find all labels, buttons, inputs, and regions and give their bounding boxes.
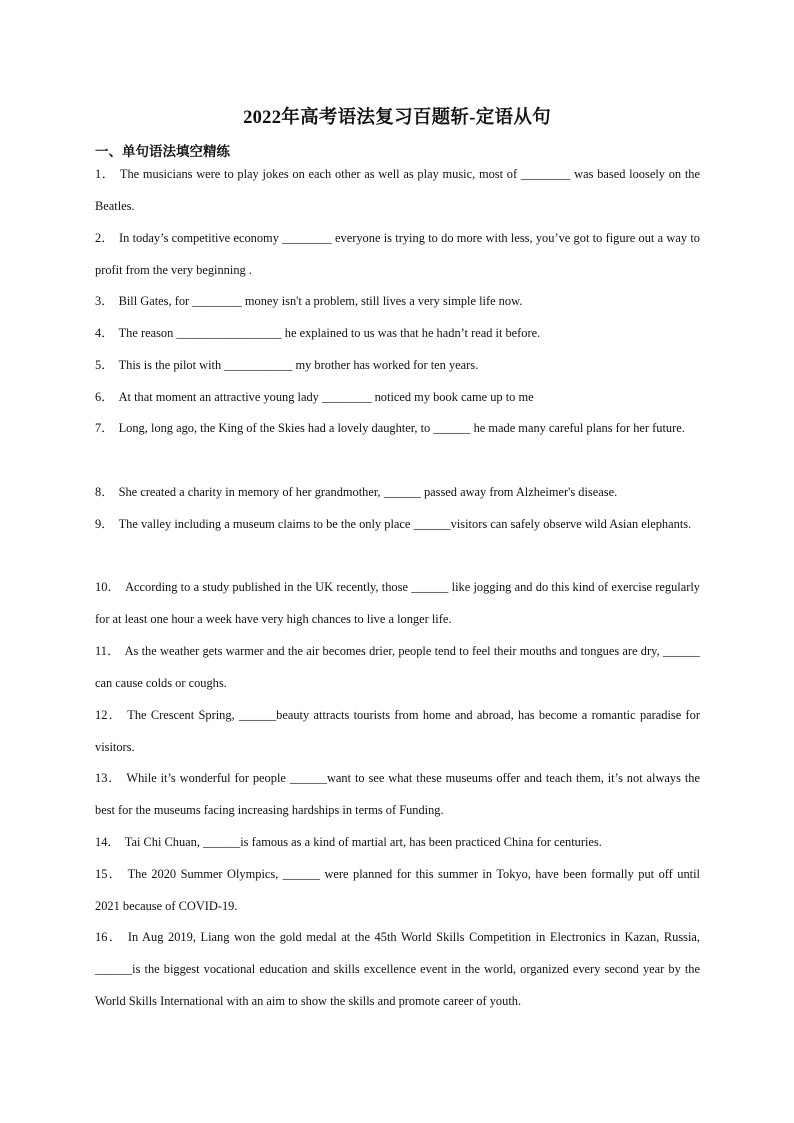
question-number: 8． <box>95 485 114 499</box>
question-text: The 2020 Summer Olympics, ______ were planned for this summer in Tokyo, have been formally put off until 2021 because of COVID-19. <box>95 867 701 913</box>
question-text: The musicians were to play jokes on each other as well as play music, most of ________ was based loosely on the Beatles. <box>95 167 700 213</box>
question-number: 6． <box>95 390 114 404</box>
question-item <box>95 317 700 349</box>
question-number: 14． <box>95 835 120 849</box>
question-item <box>95 508 700 540</box>
question-item <box>95 285 700 317</box>
section-heading: 一、单句语法填空精练 <box>95 144 230 159</box>
question-number: 7． <box>95 421 114 435</box>
question-text: According to a study published in the UK recently, those ______ like jogging and do this kind of exercise regularly for at least one hour a week have very high chances to live a longer life. <box>95 580 701 626</box>
page-title: 2022年高考语法复习百题斩-定语从句 <box>243 108 551 128</box>
question-item <box>95 762 700 826</box>
question-number: 3． <box>95 294 114 308</box>
question-item <box>95 858 700 922</box>
question-number: 13． <box>95 771 122 785</box>
question-item <box>95 158 700 222</box>
question-text: This is the pilot with ___________ my brother has worked for ten years. <box>118 358 479 372</box>
question-text: She created a charity in memory of her grandmother, ______ passed away from Alzheimer's disease. <box>118 485 618 499</box>
question-number: 11． <box>95 644 120 658</box>
question-text: Tai Chi Chuan, ______is famous as a kind of martial art, has been practiced China for centuries. <box>124 835 602 849</box>
question-number: 4． <box>95 326 114 340</box>
question-number: 12． <box>95 708 123 722</box>
question-item <box>95 381 700 413</box>
question-item <box>95 699 700 763</box>
question-number: 15． <box>95 867 123 881</box>
question-text: In today’s competitive economy ________ everyone is trying to do more with less, you’ve got to figure out a way to profit from the very beginning . <box>95 231 700 277</box>
question-item <box>95 349 700 381</box>
question-text: In Aug 2019, Liang won the gold medal at the 45th World Skills Competition in Electronics in Kazan, Russia, ______is the biggest vocational education and skills excellence event in the world, organized every second year by the World Skills International with an aim to show the skills and promote career of youth. <box>95 930 700 1008</box>
question-item <box>95 412 700 444</box>
question-text: The reason _________________ he explained to us was that he hadn’t read it before. <box>118 326 541 340</box>
question-text: The valley including a museum claims to be the only place ______visitors can safely observe wild Asian elephants. <box>118 517 692 531</box>
question-item <box>95 222 700 286</box>
question-number: 9． <box>95 517 114 531</box>
question-number: 16． <box>95 930 123 944</box>
question-number: 2． <box>95 231 114 245</box>
question-text: The Crescent Spring, ______beauty attracts tourists from home and abroad, has become a romantic paradise for visitors. <box>95 708 701 754</box>
question-item <box>95 826 700 858</box>
question-item <box>95 635 700 699</box>
question-item <box>95 476 700 508</box>
question-number: 5． <box>95 358 114 372</box>
question-text: At that moment an attractive young lady ________ noticed my book came up to me <box>118 390 534 404</box>
question-item <box>95 921 700 1017</box>
question-item <box>95 571 700 635</box>
question-number: 1． <box>95 167 115 181</box>
question-text: While it’s wonderful for people ______want to see what these museums offer and teach them, it’s not always the best for the museums facing increasing hardships in terms of Funding. <box>95 771 701 817</box>
question-text: Bill Gates, for ________ money isn't a problem, still lives a very simple life now. <box>118 294 523 308</box>
question-text: Long, long ago, the King of the Skies had a lovely daughter, to ______ he made many careful plans for her future. <box>118 421 685 435</box>
question-number: 10． <box>95 580 121 594</box>
question-text: As the weather gets warmer and the air becomes drier, people tend to feel their mouths and tongues are dry, ______ can cause colds or coughs. <box>95 644 700 690</box>
